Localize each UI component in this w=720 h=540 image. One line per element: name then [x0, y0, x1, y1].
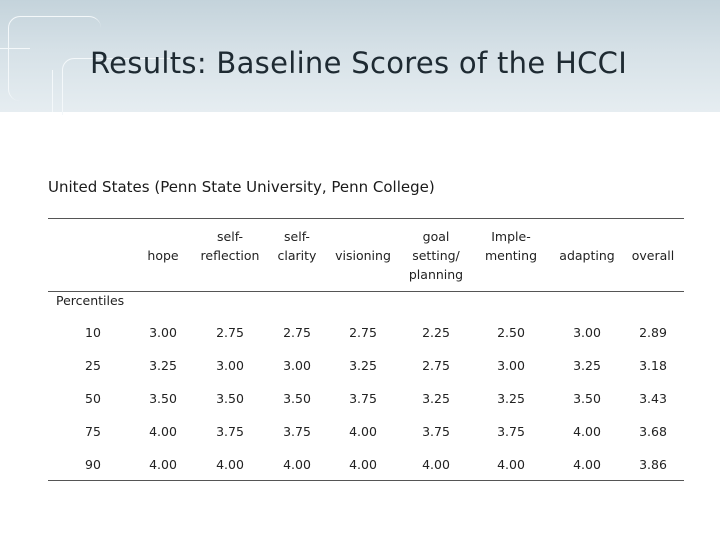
table-cell: 2.25 — [422, 325, 450, 340]
table-cell: 3.50 — [216, 391, 244, 406]
column-header-line: self- — [217, 229, 243, 244]
column-header — [485, 227, 537, 284]
row-label: 25 — [85, 358, 101, 373]
table-cell: 3.00 — [573, 325, 601, 340]
column-header-line — [559, 227, 614, 246]
table-cell: 4.00 — [573, 457, 601, 472]
column-header-line: self- — [284, 229, 310, 244]
row-label: 10 — [85, 325, 101, 340]
column-header-line: menting — [484, 248, 538, 263]
table-cell: 3.68 — [639, 424, 667, 439]
slide-subtitle: United States (Penn State University, Penn College) — [48, 178, 435, 196]
table-cell: 4.00 — [573, 424, 601, 439]
table-cell: 4.00 — [283, 457, 311, 472]
percentiles-label: Percentiles — [56, 293, 125, 308]
table-cell: 4.00 — [422, 457, 450, 472]
column-header — [201, 227, 260, 284]
column-header-line: clarity — [277, 248, 317, 263]
table-cell: 4.00 — [497, 457, 525, 472]
table-cell: 3.75 — [283, 424, 311, 439]
column-header-line: hope — [147, 248, 179, 263]
column-header-line: Imple- — [491, 229, 531, 244]
table-cell: 3.25 — [349, 358, 377, 373]
column-header-line — [335, 265, 391, 284]
table-cell: 4.00 — [149, 457, 177, 472]
column-header — [559, 227, 614, 284]
column-header-line: setting/ — [412, 248, 460, 263]
column-header — [409, 227, 463, 284]
table-cell: 3.25 — [497, 391, 525, 406]
column-header-line: visioning — [335, 248, 391, 263]
column-header-line — [632, 227, 674, 246]
table-cell: 3.75 — [497, 424, 525, 439]
table-cell: 3.00 — [216, 358, 244, 373]
column-header-line — [278, 265, 317, 284]
table-cell: 2.75 — [216, 325, 244, 340]
column-header — [147, 227, 178, 284]
table-bottom-rule — [48, 480, 684, 481]
table-cell: 4.00 — [149, 424, 177, 439]
column-header-line: overall — [631, 248, 675, 263]
table-cell: 2.75 — [283, 325, 311, 340]
table-cell: 2.75 — [349, 325, 377, 340]
column-header-line: goal — [422, 229, 450, 244]
row-label: 50 — [85, 391, 101, 406]
column-header-line: reflection — [200, 248, 260, 263]
table-cell: 3.50 — [283, 391, 311, 406]
table-cell: 3.43 — [639, 391, 667, 406]
table-cell: 3.18 — [639, 358, 667, 373]
column-header — [632, 227, 674, 284]
row-label: 75 — [85, 424, 101, 439]
table-cell: 3.00 — [283, 358, 311, 373]
table-cell: 3.75 — [422, 424, 450, 439]
column-header-line: planning — [408, 267, 464, 282]
table-cell: 2.75 — [422, 358, 450, 373]
column-header-line — [335, 227, 391, 246]
slide-title: Results: Baseline Scores of the HCCI — [90, 46, 628, 80]
column-header-line — [559, 265, 614, 284]
table-cell: 2.89 — [639, 325, 667, 340]
column-header-line — [485, 265, 537, 284]
row-label: 90 — [85, 457, 101, 472]
decorative-line — [0, 48, 30, 49]
table-cell: 3.50 — [573, 391, 601, 406]
column-header-line — [147, 265, 178, 284]
table-cell: 3.25 — [149, 358, 177, 373]
column-header-line — [201, 265, 260, 284]
table-cell: 4.00 — [349, 457, 377, 472]
table-cell: 3.00 — [149, 325, 177, 340]
table-cell: 3.25 — [422, 391, 450, 406]
column-header-line — [632, 265, 674, 284]
table-cell: 3.86 — [639, 457, 667, 472]
table-header-rule — [48, 291, 684, 292]
table-top-rule — [48, 218, 684, 219]
column-header — [278, 227, 317, 284]
table-cell: 3.75 — [349, 391, 377, 406]
column-header-line: adapting — [559, 248, 615, 263]
table-cell: 3.75 — [216, 424, 244, 439]
table-cell: 3.00 — [497, 358, 525, 373]
table-cell: 4.00 — [216, 457, 244, 472]
column-header-line — [147, 227, 178, 246]
column-header — [335, 227, 391, 284]
table-cell: 3.50 — [149, 391, 177, 406]
decorative-line — [52, 70, 53, 112]
table-cell: 4.00 — [349, 424, 377, 439]
table-cell: 3.25 — [573, 358, 601, 373]
table-cell: 2.50 — [497, 325, 525, 340]
